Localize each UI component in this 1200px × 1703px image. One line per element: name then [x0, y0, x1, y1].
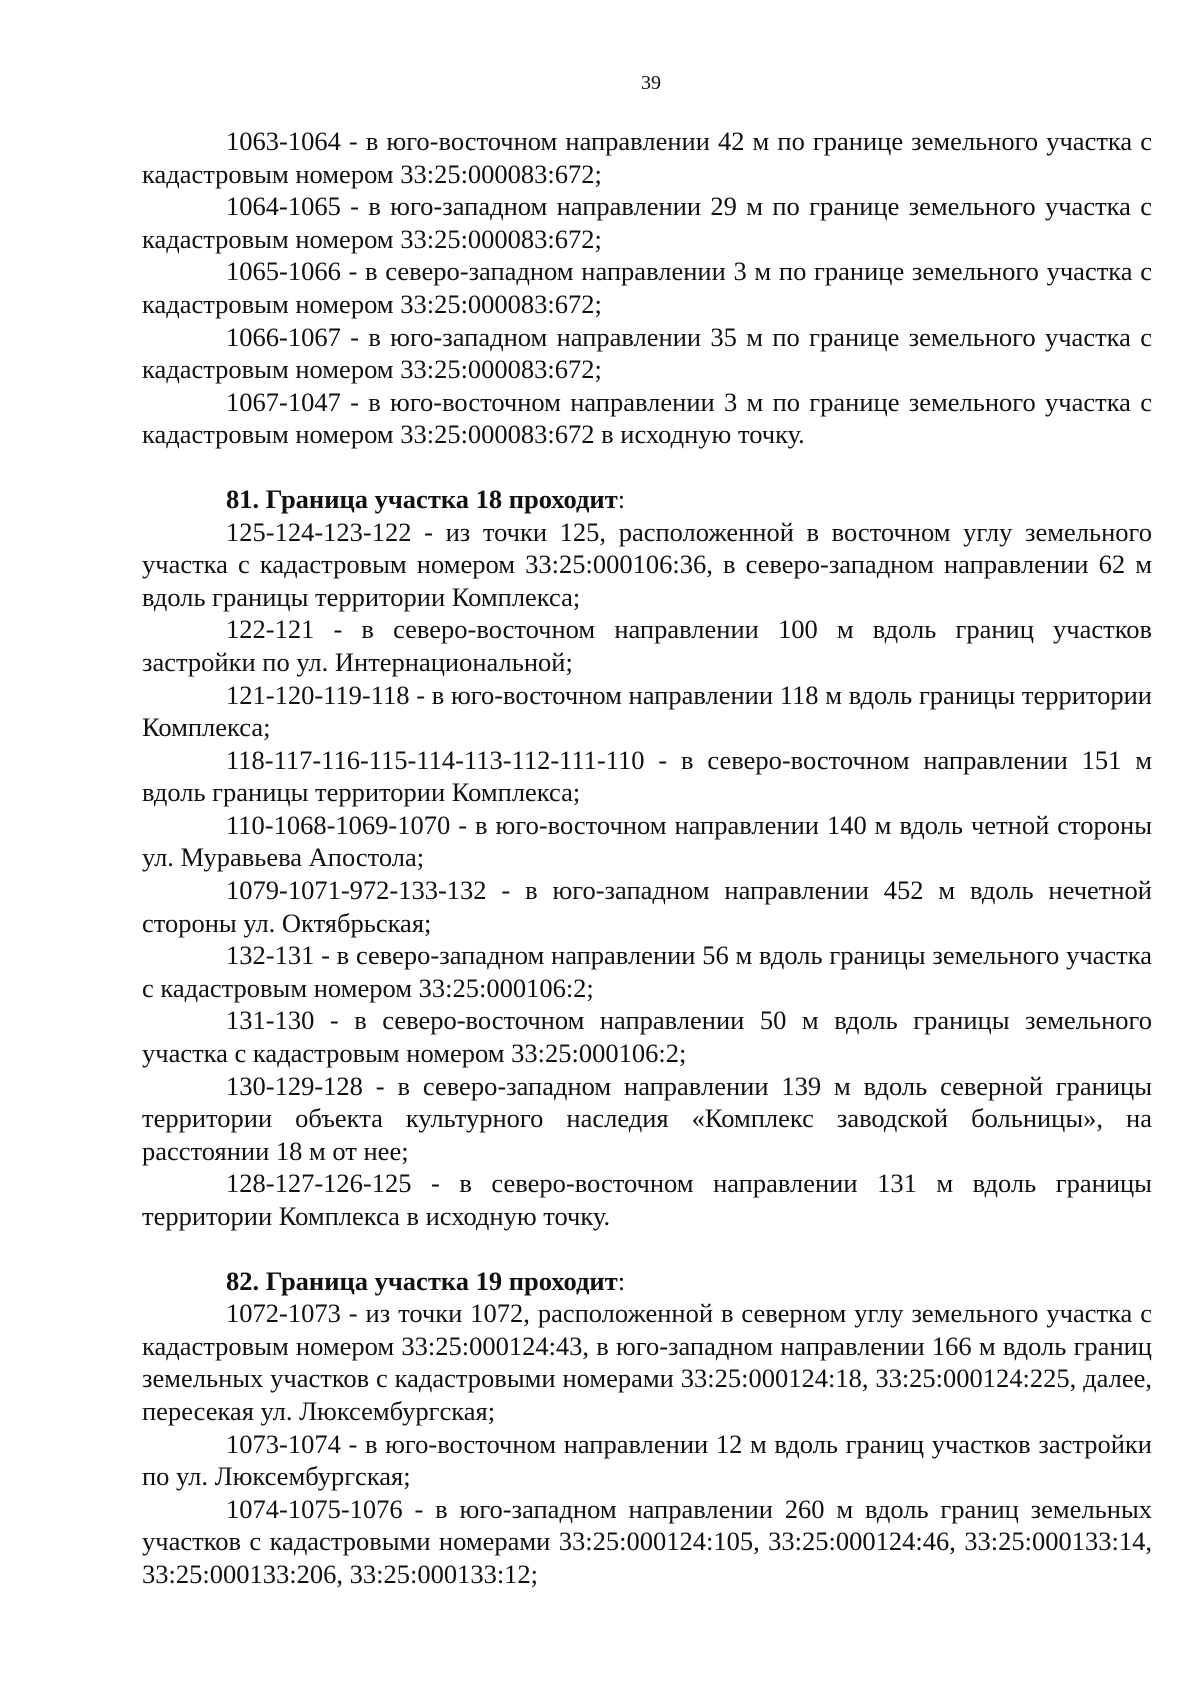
paragraph: 118-117-116-115-114-113-112-111-110 - в северо-восточном направлении 151 м вдоль границы территории Комплекса; — [142, 744, 1152, 808]
paragraph: 1074-1075-1076 - в юго-западном направлении 260 м вдоль границ земельных участков с кадастровыми номерами 33:25:000124:105, 33:25:000124:46, 33:25:000133:14, 33:25:000133:206, 33:25:000133:12; — [142, 1493, 1152, 1589]
paragraph: 1079-1071-972-133-132 - в юго-западном направлении 452 м вдоль нечетной стороны ул. Октябрьская; — [142, 875, 1152, 938]
section-heading-text: 82. Граница участка 19 проходит — [226, 1265, 618, 1296]
paragraph: 1063-1064 - в юго-восточном направлении 42 м по границе земельного участка с кадастровым номером 33:25:000083:672; — [142, 126, 1152, 189]
paragraph: 130-129-128 - в северо-западном направлении 139 м вдоль северной границы территории объекта культурного наследия «Комплекс заводской больницы», на расстоянии 18 м от нее; — [142, 1070, 1152, 1166]
paragraph: 131-130 - в северо-восточном направлении 50 м вдоль границы земельного участка с кадастровым номером 33:25:000106:2; — [142, 1005, 1152, 1069]
paragraph: 1064-1065 - в юго-западном направлении 29 м по границе земельного участка с кадастровым номером 33:25:000083:672; — [142, 191, 1152, 254]
section-heading — [142, 1265, 1152, 1298]
intro-section — [142, 125, 1152, 451]
paragraph: 1066-1067 - в юго-западном направлении 35 м по границе земельного участка с кадастровым номером 33:25:000083:672; — [142, 321, 1152, 385]
section-81 — [142, 483, 1152, 1233]
section-heading-colon: : — [617, 1265, 626, 1296]
paragraph: 1067-1047 - в юго-восточном направлении 3 м по границе земельного участка с кадастровым номером 33:25:000083:672 в исходную точку. — [142, 386, 1152, 450]
paragraph: 121-120-119-118 - в юго-восточном направлении 118 м вдоль границы территории Комплекса; — [142, 679, 1152, 743]
page-number: 39 — [641, 72, 661, 94]
section-heading-colon: : — [617, 483, 626, 514]
section-82 — [142, 1265, 1152, 1591]
paragraph: 125-124-123-122 - из точки 125, расположенной в восточном углу земельного участка с кадастровым номером 33:25:000106:36, в северо-западном направлении 62 м вдоль границы территории Комплекса; — [142, 516, 1152, 612]
paragraph: 128-127-126-125 - в северо-восточном направлении 131 м вдоль границы территории Комплекса в исходную точку. — [142, 1168, 1152, 1231]
paragraph: 122-121 - в северо-восточном направлении 100 м вдоль границ участков застройки по ул. Интернациональной; — [142, 614, 1152, 677]
section-heading-text: 81. Граница участка 18 проходит — [226, 483, 618, 514]
paragraph: 132-131 - в северо-западном направлении 56 м вдоль границы земельного участка с кадастровым номером 33:25:000106:2; — [142, 940, 1152, 1003]
paragraph: 110-1068-1069-1070 - в юго-восточном направлении 140 м вдоль четной стороны ул. Муравьева Апостола; — [142, 809, 1152, 873]
paragraph: 1065-1066 - в северо-западном направлении 3 м по границе земельного участка с кадастровым номером 33:25:000083:672; — [142, 256, 1152, 319]
section-heading — [142, 483, 1152, 516]
paragraph: 1072-1073 - из точки 1072, расположенной в северном углу земельного участка с кадастровым номером 33:25:000124:43, в юго-западном направлении 166 м вдоль границ земельных участков с кадастровыми номерами 33:25:000124:18, 33:25:000124:225, далее, пересекая ул. Люксембургская; — [142, 1298, 1152, 1426]
paragraph: 1073-1074 - в юго-восточном направлении 12 м вдоль границ участков застройки по ул. Люксембургская; — [142, 1428, 1152, 1492]
